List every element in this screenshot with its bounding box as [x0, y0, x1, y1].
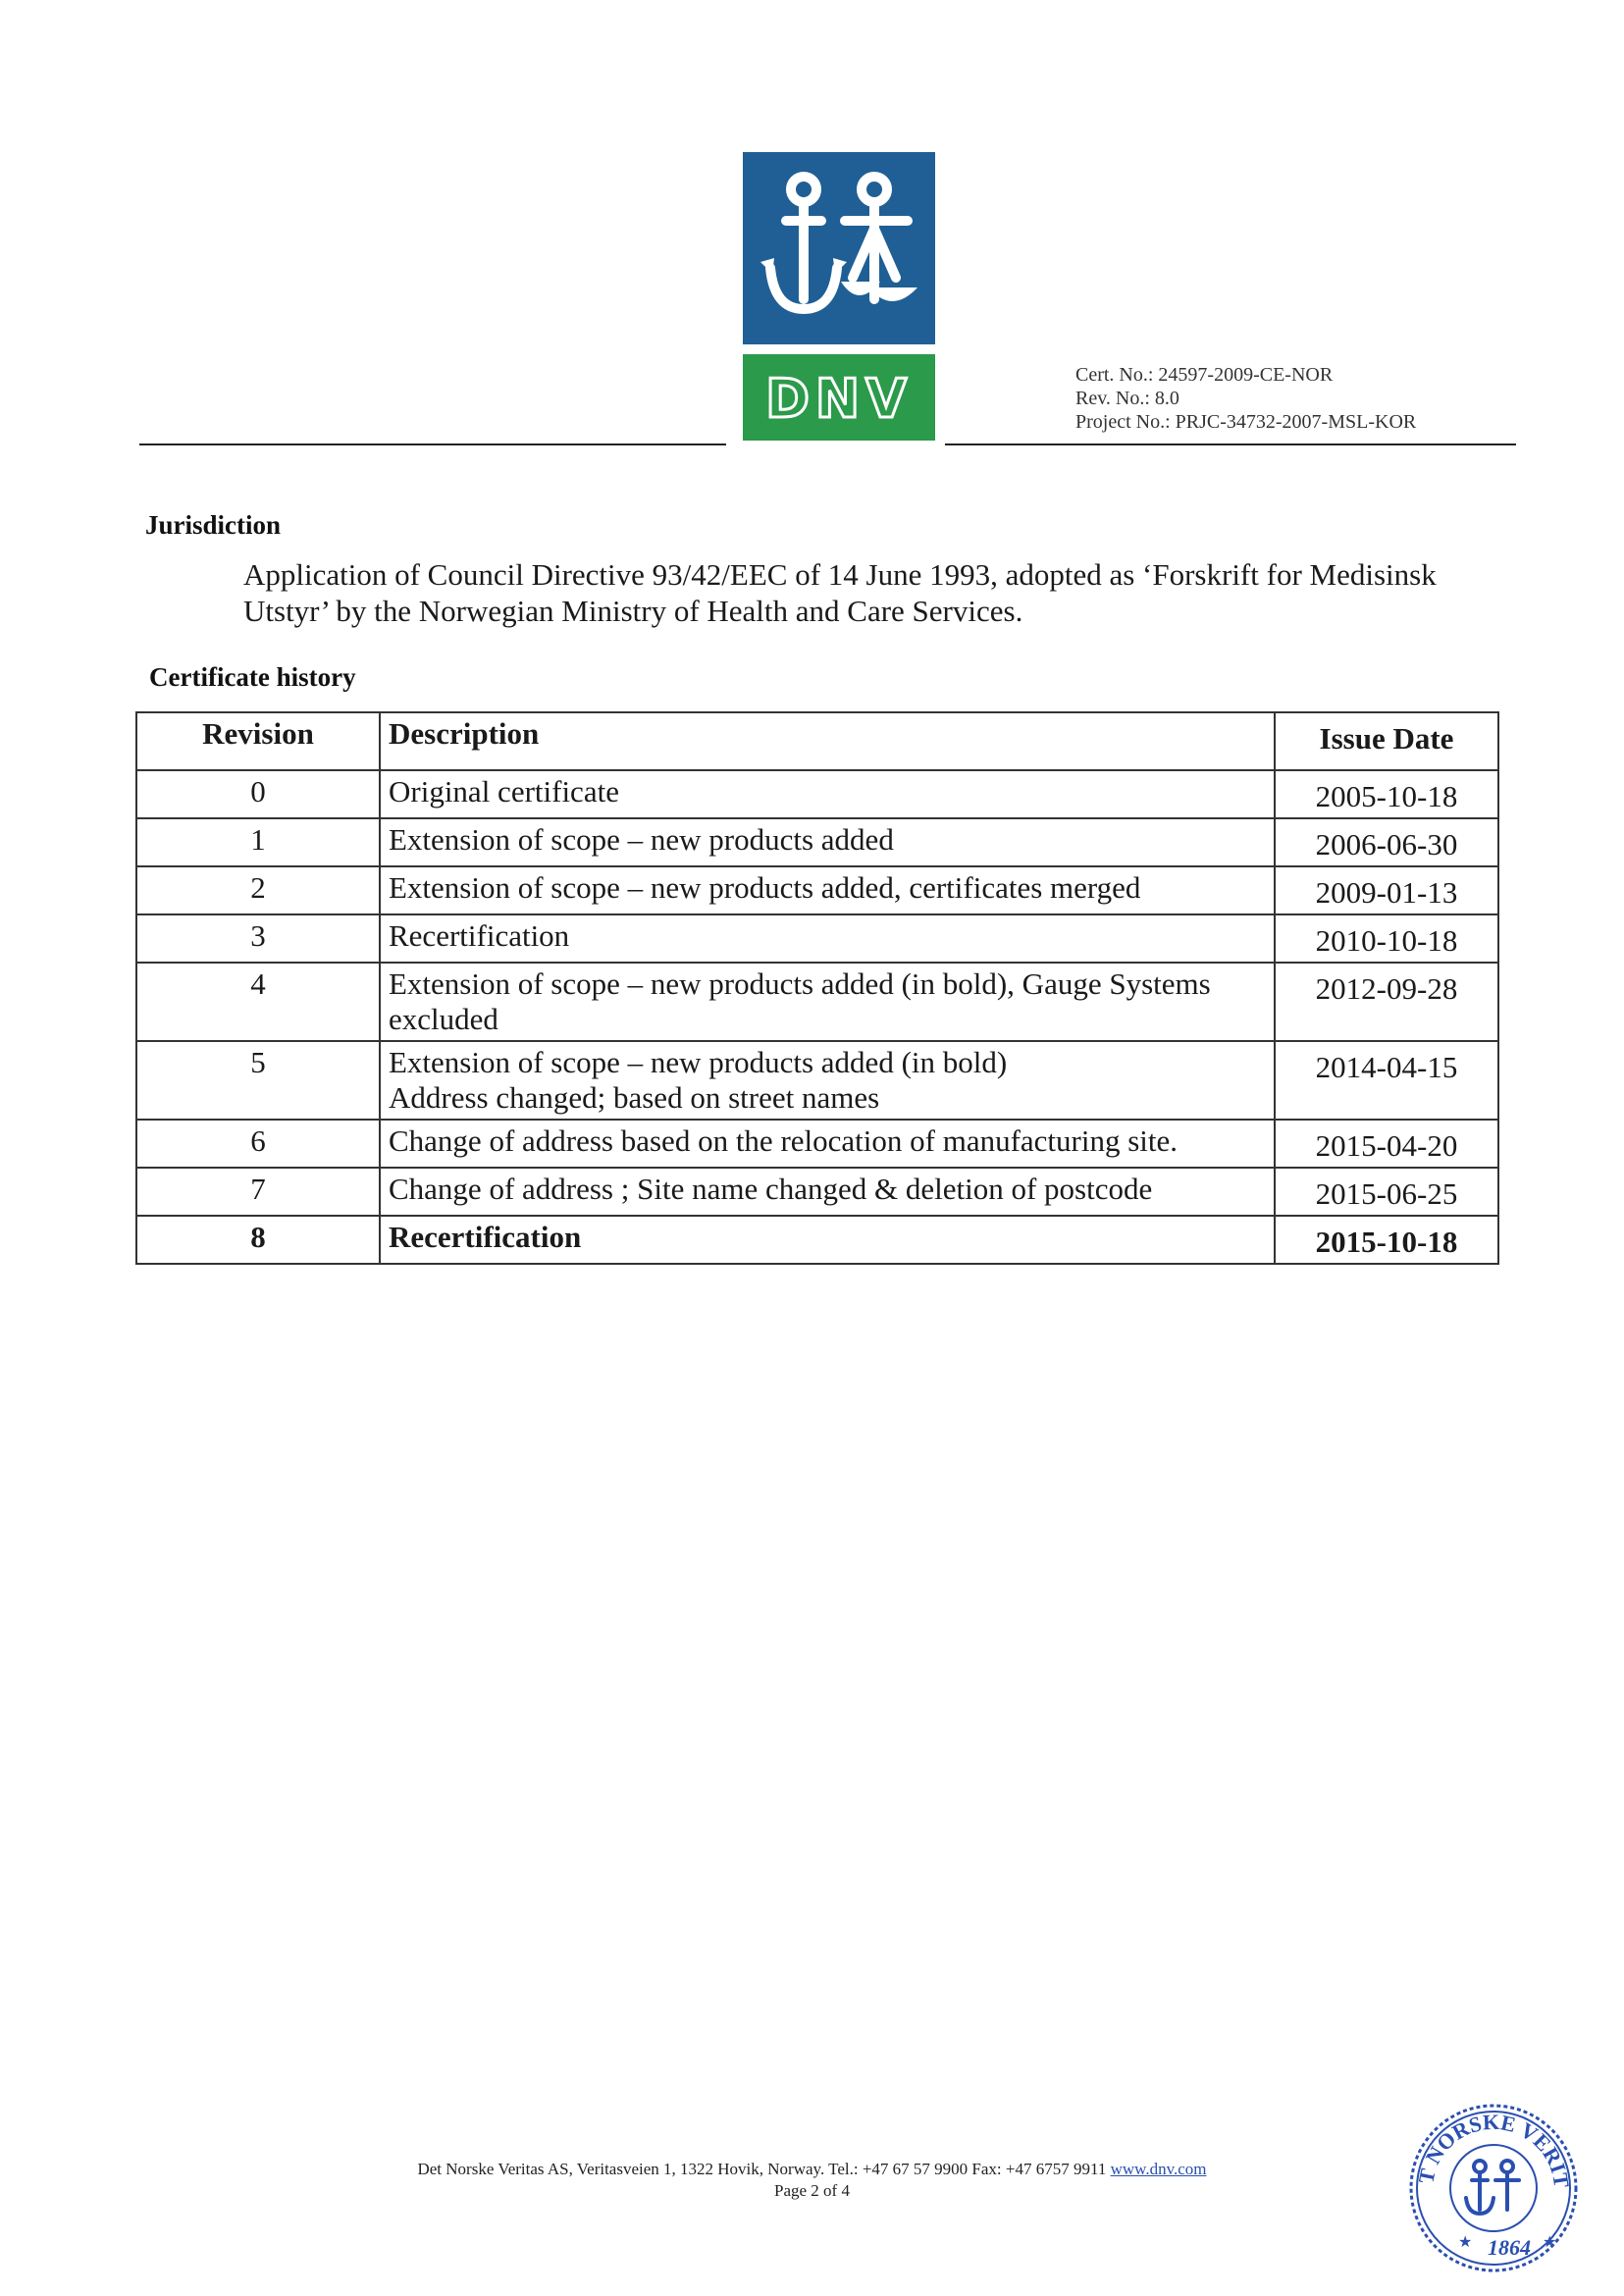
revision-cell: 2 — [136, 866, 380, 914]
jurisdiction-heading: Jurisdiction — [145, 510, 282, 540]
table-header-row — [136, 712, 1498, 770]
description-cell: Change of address based on the relocation of manufacturing site. — [380, 1120, 1275, 1168]
table-row — [136, 1120, 1498, 1168]
issue-date-cell: 2006-06-30 — [1275, 818, 1498, 866]
table-row — [136, 1168, 1498, 1216]
description-cell — [380, 1041, 1275, 1120]
table-row — [136, 866, 1498, 914]
issue-date-cell: 2015-04-20 — [1275, 1120, 1498, 1168]
det-norske-veritas-seal — [1405, 2100, 1582, 2276]
description-line: Address changed; based on street names — [389, 1080, 880, 1115]
footer-contact-line — [0, 2159, 1624, 2180]
column-header-revision: Revision — [136, 712, 380, 770]
description-cell: Extension of scope – new products added, certificates merged — [380, 866, 1275, 914]
revision-cell: 6 — [136, 1120, 380, 1168]
table-row — [136, 963, 1498, 1041]
issue-date-cell: 2014-04-15 — [1275, 1041, 1498, 1120]
revision-cell: 5 — [136, 1041, 380, 1120]
table-row — [136, 770, 1498, 818]
issue-date-cell: 2009-01-13 — [1275, 866, 1498, 914]
issue-date-cell: 2015-06-25 — [1275, 1168, 1498, 1216]
description-line: Extension of scope – new products added (in bold) — [389, 1045, 1008, 1079]
certificate-reference — [1075, 363, 1416, 434]
revision-cell: 0 — [136, 770, 380, 818]
description-cell: Change of address ; Site name changed & deletion of postcode — [380, 1168, 1275, 1216]
svg-text:1864: 1864 — [1488, 2235, 1531, 2260]
revision-cell: 7 — [136, 1168, 380, 1216]
page-number: Page 2 of 4 — [774, 2181, 850, 2200]
dnv-logo — [743, 152, 935, 441]
description-cell: Extension of scope – new products added — [380, 818, 1275, 866]
column-header-description: Description — [380, 712, 1275, 770]
certificate-history-table — [135, 711, 1499, 1265]
table-row — [136, 1216, 1498, 1264]
column-header-issue-date: Issue Date — [1275, 712, 1498, 770]
issue-date-cell: 2015-10-18 — [1275, 1216, 1498, 1264]
revision-cell: 8 — [136, 1216, 380, 1264]
svg-text:★: ★ — [1543, 2232, 1557, 2251]
dnv-logo-wordmark — [743, 354, 935, 441]
header-rule-right — [945, 444, 1516, 445]
svg-text:★: ★ — [1458, 2232, 1473, 2251]
description-cell: Original certificate — [380, 770, 1275, 818]
issue-date-cell: 2012-09-28 — [1275, 963, 1498, 1041]
header-rule-left — [139, 444, 726, 445]
description-cell: Extension of scope – new products added (in bold), Gauge Systems excluded — [380, 963, 1275, 1041]
footer-company-info: Det Norske Veritas AS, Veritasveien 1, 1322 Hovik, Norway. Tel.: +47 67 57 9900 Fax: +47 6757 9911 — [417, 2160, 1107, 2178]
revision-cell: 1 — [136, 818, 380, 866]
certificate-history-heading: Certificate history — [149, 662, 356, 692]
table-row — [136, 1041, 1498, 1120]
page-footer — [0, 2159, 1624, 2202]
jurisdiction-text: Application of Council Directive 93/42/EEC of 14 June 1993, adopted as ‘Forskrift for Medisinsk Utstyr’ by the Norwegian Ministry of Health and Care Services. — [243, 557, 1437, 628]
description-cell: Recertification — [380, 914, 1275, 963]
revision-number: Rev. No.: 8.0 — [1075, 388, 1179, 409]
revision-cell: 3 — [136, 914, 380, 963]
table-row — [136, 818, 1498, 866]
cert-number: Cert. No.: 24597-2009-CE-NOR — [1075, 364, 1334, 386]
seal-stamp-icon — [1405, 2100, 1582, 2276]
table-row — [136, 914, 1498, 963]
anchor-and-scales-icon — [743, 152, 935, 344]
description-cell: Recertification — [380, 1216, 1275, 1264]
issue-date-cell: 2005-10-18 — [1275, 770, 1498, 818]
issue-date-cell: 2010-10-18 — [1275, 914, 1498, 963]
revision-cell: 4 — [136, 963, 380, 1041]
dnv-logo-emblem — [743, 152, 935, 344]
svg-text:DET NORSKE VERITAS: T NORSKE VERIT — [1413, 2109, 1575, 2188]
project-number: Project No.: PRJC-34732-2007-MSL-KOR — [1075, 411, 1417, 433]
dnv-logo-text: DNV — [765, 368, 913, 430]
website-link[interactable]: www.dnv.com — [1110, 2160, 1207, 2178]
